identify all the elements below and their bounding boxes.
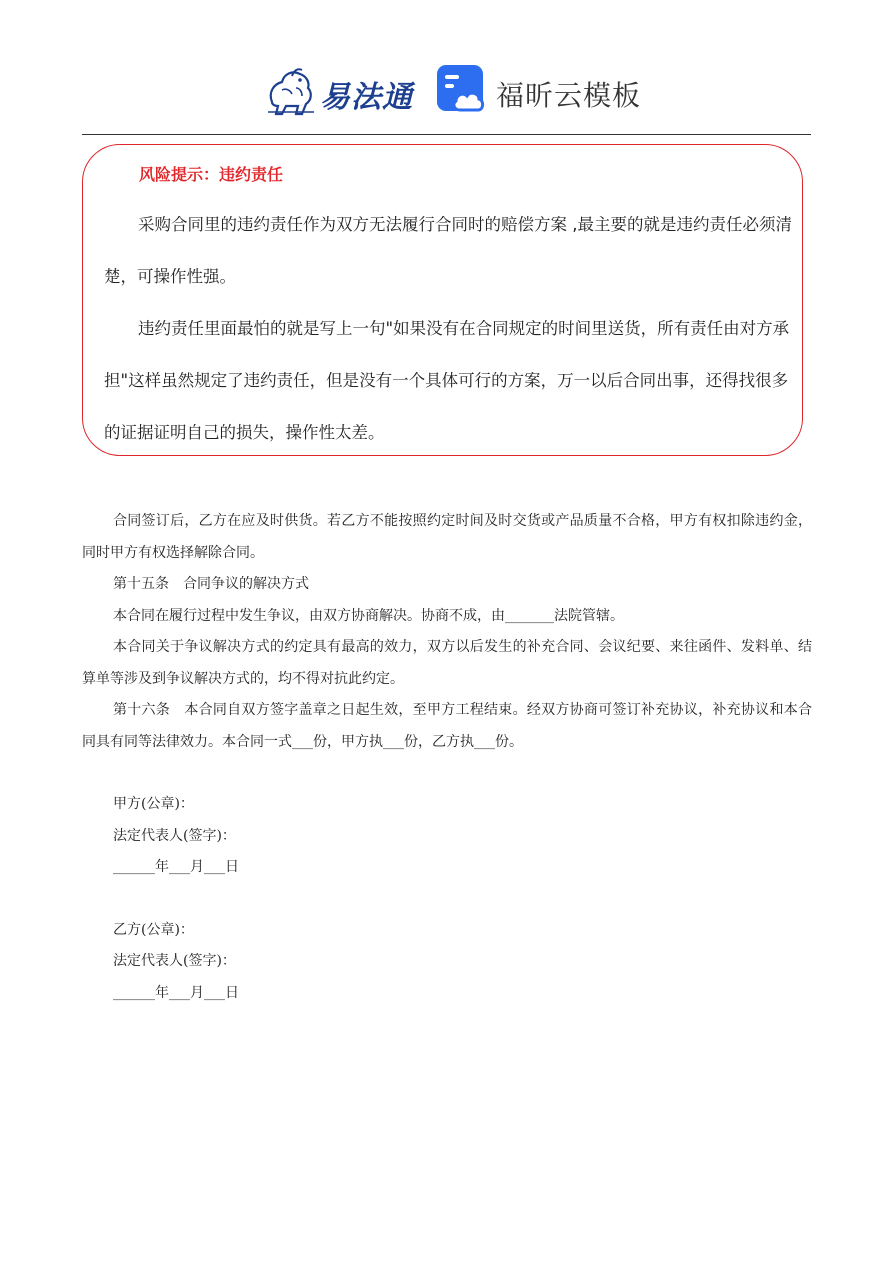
qilin-icon [262, 62, 320, 120]
logo-text-yifatong: 易法通 [320, 80, 413, 115]
risk-paragraph: 违约责任里面最怕的就是写上一句"如果没有在合同规定的时间里送货，所有责任由对方承担"这样虽然规定了违约责任，但是没有一个具体可行的方案，万一以后合同出事，还得找很多的证据证明自己的损失，操作性太差。 [104, 319, 790, 442]
logo-text-foxit: 福昕云模板 [496, 79, 642, 112]
party-a-seal-line: 甲方(公章)： [113, 796, 194, 812]
page-header [0, 60, 893, 122]
risk-title: 风险提示：违约责任 [139, 165, 284, 184]
contract-body [82, 506, 812, 1009]
article-heading: 第十五条 合同争议的解决方式 [113, 576, 309, 592]
risk-notice-box [82, 144, 803, 456]
party-a-date-line: ______年___月___日 [113, 859, 239, 875]
contract-paragraph: 第十六条 本合同自双方签字盖章之日起生效，至甲方工程结束。经双方协商可签订补充协议，补充协议和本合同具有同等法律效力。本合同一式___份，甲方执___份，乙方执___份。 [82, 702, 812, 750]
party-b-date-line: ______年___月___日 [113, 984, 239, 1001]
party-b-seal-line: 乙方(公章)： [113, 921, 194, 938]
contract-paragraph: 合同签订后，乙方在应及时供货。若乙方不能按照约定时间及时交货或产品质量不合格，甲方有权扣除违约金，同时甲方有权选择解除合同。 [82, 513, 812, 561]
yifatong-logo [262, 62, 422, 120]
spacer [82, 884, 812, 915]
party-a-rep-line: 法定代表人(签字)： [113, 827, 236, 844]
header-divider [82, 134, 811, 135]
contract-paragraph: 本合同关于争议解决方式的约定具有最高的效力，双方以后发生的补充合同、会议纪要、来往函件、发料单、结算单等涉及到争议解决方式的，均不得对抗此约定。 [82, 639, 812, 687]
cloud-document-icon [436, 64, 488, 116]
spacer [82, 758, 812, 789]
risk-paragraph: 采购合同里的违约责任作为双方无法履行合同时的赔偿方案 ,最主要的就是违约责任必须清楚，可操作性强。 [104, 215, 792, 286]
foxit-template-logo [436, 64, 646, 118]
party-b-rep-line: 法定代表人(签字)： [113, 953, 236, 969]
contract-paragraph: 本合同在履行过程中发生争议，由双方协商解决。协商不成，由_______法院管辖。 [113, 607, 624, 624]
